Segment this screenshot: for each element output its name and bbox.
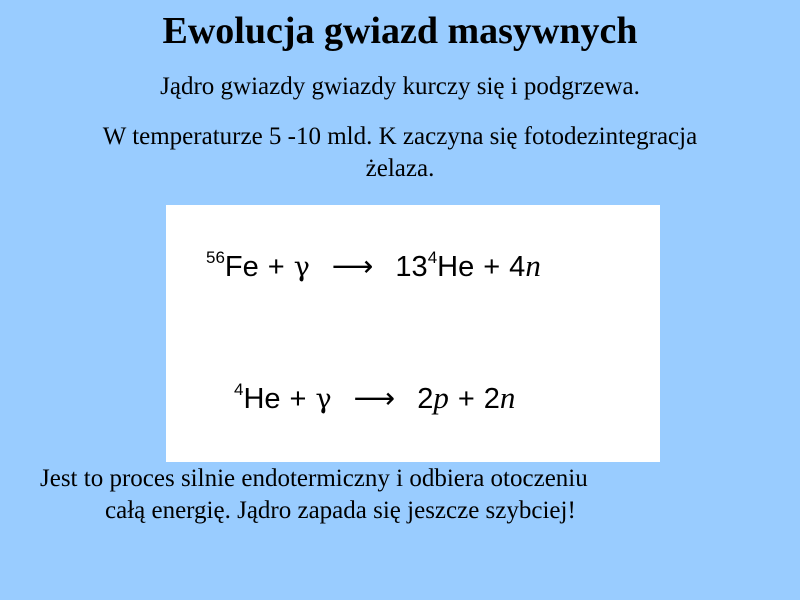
text-line-endothermic <box>40 463 760 527</box>
text-line-core-contracting: Jądro gwiazdy gwiazdy kurczy się i podgrzewa. <box>160 73 640 100</box>
gamma-symbol: γ <box>315 384 332 415</box>
element-symbol: He <box>437 251 475 283</box>
element-symbol: He <box>243 383 281 415</box>
neutron-symbol: n <box>499 380 516 415</box>
plus-sign: + <box>267 251 285 283</box>
reaction-arrow: ⟶ <box>331 251 374 283</box>
reaction-arrow: ⟶ <box>353 383 396 415</box>
mass-number: 4 <box>427 248 438 267</box>
mass-number: 56 <box>206 248 225 267</box>
coefficient: 2 <box>417 383 434 415</box>
plus-sign: + <box>457 383 475 415</box>
plus-sign: + <box>483 251 501 283</box>
text-line-endothermic-1: Jest to proces silnie endotermiczny i odbiera otoczeniu <box>40 465 588 492</box>
neutron-symbol: n <box>525 248 541 283</box>
text-line-endothermic-2: całą energię. Jądro zapada się jeszcze szybciej! <box>105 497 576 524</box>
equation-iron-photodisintegration <box>206 249 541 285</box>
equation-helium-photodisintegration <box>234 381 515 417</box>
element-symbol: Fe <box>224 251 259 283</box>
text-line-photodisintegration: W temperaturze 5 -10 mld. K zaczyna się fotodezintegracja żelaza. <box>102 123 698 182</box>
equations-box <box>166 205 660 462</box>
mass-number: 4 <box>234 380 244 399</box>
gamma-symbol: γ <box>293 252 310 283</box>
plus-sign: + <box>289 383 307 415</box>
coefficient: 13 <box>395 251 428 283</box>
slide-title: Ewolucja gwiazd masywnych <box>162 10 638 52</box>
coefficient: 4 <box>509 251 526 283</box>
proton-symbol: p <box>433 380 449 415</box>
coefficient: 2 <box>483 383 500 415</box>
